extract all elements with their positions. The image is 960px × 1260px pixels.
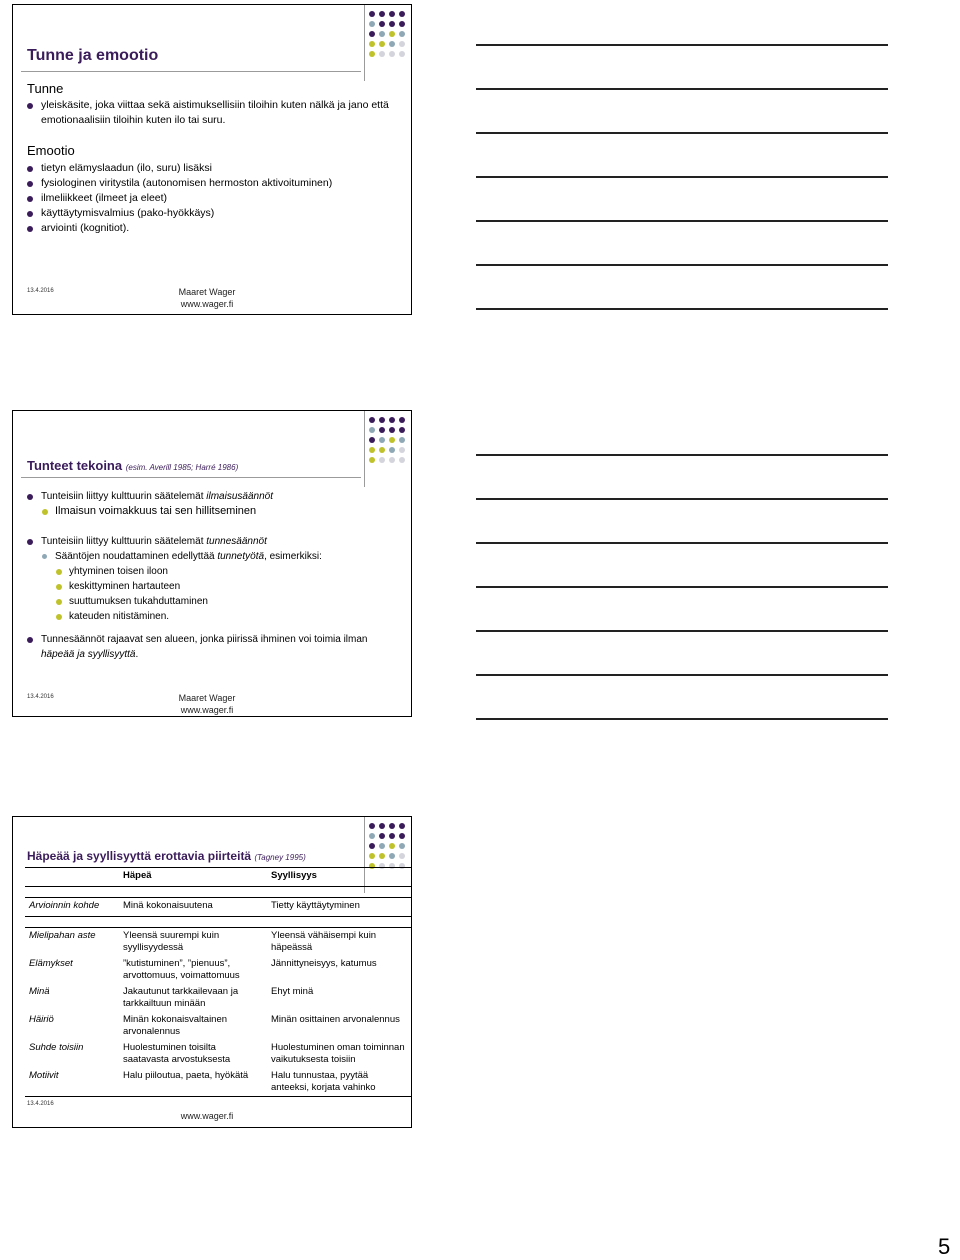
decorative-dot bbox=[399, 51, 405, 57]
slide-tunteet-tekoina bbox=[12, 410, 412, 717]
decorative-dot bbox=[369, 11, 375, 17]
decorative-dot bbox=[369, 417, 375, 423]
bullet-icon bbox=[27, 181, 33, 187]
note-line bbox=[476, 586, 888, 588]
bullet-icon bbox=[42, 554, 47, 559]
table-header-cell: Syyllisyys bbox=[267, 868, 411, 887]
table-header-cell bbox=[25, 868, 119, 887]
bullet-icon bbox=[56, 614, 62, 620]
note-line bbox=[476, 132, 888, 134]
decorative-dot bbox=[379, 843, 385, 849]
decorative-dot bbox=[399, 447, 405, 453]
decorative-dot bbox=[389, 51, 395, 57]
decorative-dot bbox=[379, 31, 385, 37]
decorative-dot bbox=[389, 823, 395, 829]
decorative-dot bbox=[389, 843, 395, 849]
table-row: Mielipahan aste Yleensä suurempi kuin syyllisyydessä Yleensä vähäisempi kuin häpeässä bbox=[29, 930, 377, 953]
sub-list-item: Sääntöjen noudattaminen edellyttää tunnetyötä, esimerkiksi: yhtyminen toisen iloon keskittyminen hartauteen suuttumuksen tukahduttaminen kateuden nitistäminen. bbox=[41, 549, 397, 624]
note-line bbox=[476, 264, 888, 266]
list-item: Tunteisiin liittyy kulttuurin säätelemät ilmaisusäännöt Ilmaisun voimakkuus tai sen hillitseminen bbox=[27, 489, 397, 519]
table-row: Suhde toisiin Huolestuminen toisilta saatavasta arvostuksesta Huolestuminen oman toiminnan vaikutuksesta toisiin bbox=[29, 1042, 405, 1065]
bullet-icon bbox=[27, 539, 33, 545]
list-item: yleiskäsite, joka viittaa sekä aistimuksellisiin tiloihin kuten nälkä ja jano että emotionaalisiin tiloihin kuten ilo tai suru. bbox=[27, 98, 397, 128]
decorative-dot bbox=[369, 457, 375, 463]
bullet-icon bbox=[56, 599, 62, 605]
section-heading-emootio: Emootio bbox=[27, 143, 75, 158]
note-line bbox=[476, 542, 888, 544]
slide-url: www.wager.fi bbox=[180, 1111, 234, 1121]
decorative-dot bbox=[399, 833, 405, 839]
decorative-dot bbox=[379, 437, 385, 443]
decorative-dot bbox=[379, 51, 385, 57]
decorative-dot bbox=[389, 437, 395, 443]
slide-author: Maaret Wager bbox=[178, 693, 236, 703]
decorative-dot bbox=[379, 853, 385, 859]
note-line bbox=[476, 44, 888, 46]
bullet-icon bbox=[56, 584, 62, 590]
decorative-dot bbox=[399, 843, 405, 849]
list-item: tietyn elämyslaadun (ilo, suru) lisäksi bbox=[27, 161, 397, 176]
note-line bbox=[476, 454, 888, 456]
slide-url: www.wager.fi bbox=[180, 705, 234, 715]
list-item: käyttäytymisvalmius (pako-hyökkäys) bbox=[27, 206, 397, 221]
decorative-dot bbox=[399, 31, 405, 37]
decorative-dot bbox=[369, 21, 375, 27]
decorative-dot bbox=[399, 41, 405, 47]
decorative-dot bbox=[389, 833, 395, 839]
bullet-icon bbox=[27, 103, 33, 109]
decorative-dot bbox=[399, 823, 405, 829]
decorative-dot bbox=[369, 833, 375, 839]
decorative-dot bbox=[399, 437, 405, 443]
decorative-dot bbox=[399, 21, 405, 27]
sub-sub-list-item: yhtyminen toisen iloon bbox=[55, 564, 397, 579]
decorative-dot bbox=[399, 457, 405, 463]
decorative-dot bbox=[379, 41, 385, 47]
emootio-list bbox=[27, 161, 397, 236]
slide-author: Maaret Wager bbox=[178, 287, 236, 297]
slide-title-reference: (esim. Averill 1985; Harré 1986) bbox=[125, 463, 239, 472]
sub-sub-list-item: keskittyminen hartauteen bbox=[55, 579, 397, 594]
bullet-icon bbox=[27, 211, 33, 217]
slide-tunne-ja-emootio bbox=[12, 4, 412, 315]
decorative-dot bbox=[389, 41, 395, 47]
decorative-dot bbox=[369, 31, 375, 37]
bullet-icon bbox=[27, 494, 33, 500]
decorative-dot bbox=[379, 823, 385, 829]
note-line bbox=[476, 176, 888, 178]
section-heading-tunne: Tunne bbox=[27, 81, 64, 96]
decorative-dot bbox=[389, 417, 395, 423]
decorative-dot bbox=[399, 417, 405, 423]
bullet-icon bbox=[27, 637, 33, 643]
slide-title: Häpeää ja syyllisyyttä erottavia piirteitä (Tagney 1995) bbox=[27, 849, 306, 863]
bullet-icon bbox=[56, 569, 62, 575]
slide-url: www.wager.fi bbox=[180, 299, 234, 309]
note-line bbox=[476, 88, 888, 90]
decorative-dot bbox=[379, 427, 385, 433]
table-row: Elämykset ”kutistuminen”, ”pienuus”, arvottomuus, voimattomuus Jännittyneisyys, katumus bbox=[29, 958, 377, 981]
table-row: Motiivit Halu piiloutua, paeta, hyökätä Halu tunnustaa, pyytää anteeksi, korjata vahinko bbox=[25, 1068, 411, 1097]
decorative-dot bbox=[399, 11, 405, 17]
table-row: Arvioinnin kohde Minä kokonaisuutena Tietty käyttäytyminen bbox=[25, 898, 411, 917]
list-item: arviointi (kognitiot). bbox=[27, 221, 397, 236]
decorative-dot bbox=[389, 11, 395, 17]
decorative-dot bbox=[399, 853, 405, 859]
list-item: Tunnesäännöt rajaavat sen alueen, jonka piirissä ihminen voi toimia ilman häpeää ja syyllisyyttä. bbox=[27, 632, 397, 662]
decorative-dot bbox=[389, 427, 395, 433]
list-item: Tunteisiin liittyy kulttuurin säätelemät tunnesäännöt Sääntöjen noudattaminen edellyttää tunnetyötä, esimerkiksi: yhtyminen toisen iloon keskittyminen hartauteen suuttumuksen tukahduttaminen kateuden nitistäminen. bbox=[27, 534, 397, 624]
decorative-dot bbox=[389, 21, 395, 27]
decorative-dot bbox=[379, 447, 385, 453]
list-item: fysiologinen viritystila (autonomisen hermoston aktivoituminen) bbox=[27, 176, 397, 191]
sub-list-item: Ilmaisun voimakkuus tai sen hillitseminen bbox=[41, 504, 397, 519]
slide-title-reference: (Tagney 1995) bbox=[254, 853, 306, 862]
note-line bbox=[476, 498, 888, 500]
table-row: Minä Jakautunut tarkkailevaan ja tarkkailtuun minään Ehyt minä bbox=[29, 986, 314, 1009]
note-line bbox=[476, 674, 888, 676]
note-line bbox=[476, 630, 888, 632]
decorative-dot bbox=[379, 457, 385, 463]
decorative-dot bbox=[369, 447, 375, 453]
decorative-dot bbox=[379, 11, 385, 17]
decorative-dot bbox=[389, 447, 395, 453]
comparison-table bbox=[25, 867, 411, 1097]
bullet-icon bbox=[27, 196, 33, 202]
table-header-cell: Häpeä bbox=[119, 868, 267, 887]
page-number: 5 bbox=[938, 1234, 951, 1259]
decorative-dot bbox=[379, 21, 385, 27]
bullet-icon bbox=[42, 509, 48, 515]
slide-hapea-ja-syyllisyytta bbox=[12, 816, 412, 1128]
note-line bbox=[476, 220, 888, 222]
note-line bbox=[476, 308, 888, 310]
decorative-dot bbox=[369, 427, 375, 433]
sub-sub-list-item: suuttumuksen tukahduttaminen bbox=[55, 594, 397, 609]
decorative-dot bbox=[389, 31, 395, 37]
slide-title: Tunne ja emootio bbox=[27, 47, 159, 64]
decorative-dot bbox=[379, 833, 385, 839]
tunteet-list bbox=[27, 489, 397, 662]
slide-date: 13.4.2016 bbox=[27, 694, 54, 700]
decorative-dot bbox=[379, 417, 385, 423]
slide-date: 13.4.2016 bbox=[27, 288, 54, 294]
table-header-row bbox=[25, 868, 411, 887]
decorative-dot bbox=[369, 853, 375, 859]
bullet-icon bbox=[27, 166, 33, 172]
decorative-dot bbox=[369, 51, 375, 57]
decorative-dot bbox=[369, 843, 375, 849]
table-row: Häiriö Minän kokonaisvaltainen arvonalennus Minän osittainen arvonalennus bbox=[29, 1014, 400, 1037]
slide-date: 13.4.2016 bbox=[27, 1101, 54, 1107]
decorative-dot bbox=[399, 427, 405, 433]
note-line bbox=[476, 718, 888, 720]
bullet-icon bbox=[27, 226, 33, 232]
decorative-dot bbox=[369, 41, 375, 47]
list-item: ilmeliikkeet (ilmeet ja eleet) bbox=[27, 191, 397, 206]
decorative-dot bbox=[369, 437, 375, 443]
sub-sub-list-item: kateuden nitistäminen. bbox=[55, 609, 397, 624]
decorative-dot bbox=[369, 823, 375, 829]
decorative-dot bbox=[389, 853, 395, 859]
decorative-dot bbox=[389, 457, 395, 463]
slide-title: Tunteet tekoina (esim. Averill 1985; Harré 1986) bbox=[27, 458, 239, 473]
tunne-list bbox=[27, 98, 397, 128]
